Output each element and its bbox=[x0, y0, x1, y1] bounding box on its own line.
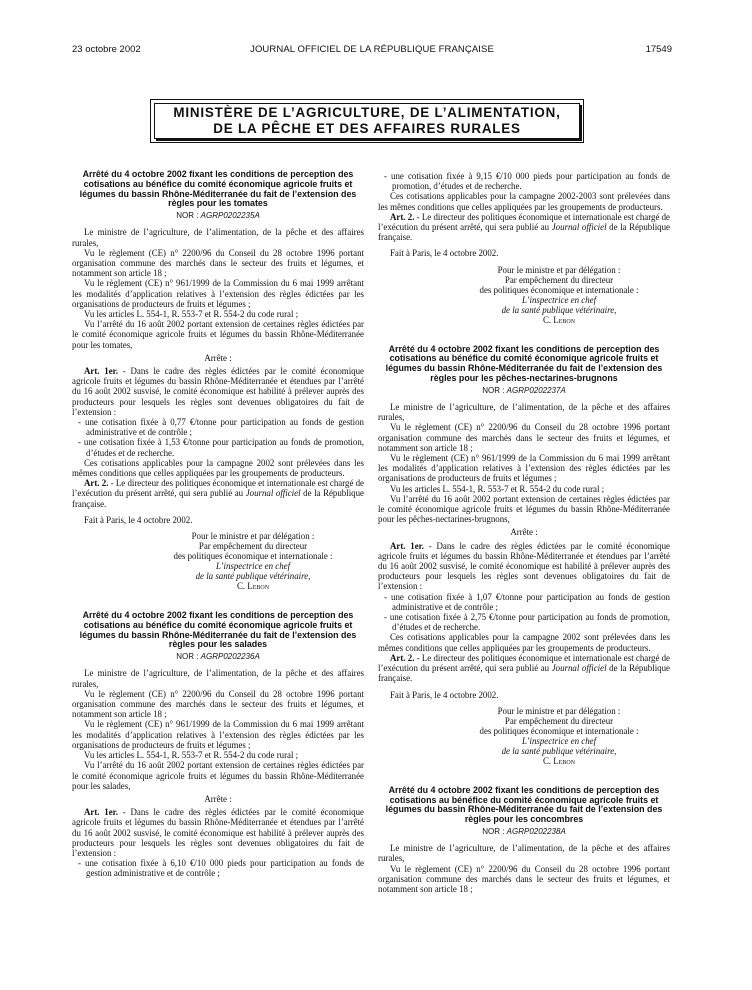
ministry-box bbox=[150, 99, 584, 143]
right-column bbox=[378, 171, 670, 894]
nor-label: NOR : bbox=[482, 826, 507, 836]
article-label: Art. 1er. bbox=[84, 366, 118, 377]
arrete-heading: Arrête : bbox=[510, 527, 538, 538]
article-2 bbox=[378, 653, 670, 684]
article-text: - Le directeur des politiques économique et internationale est chargé de l’exécution du présent arrêté, qui sera publié au bbox=[378, 211, 670, 233]
article-text: de la République française. bbox=[72, 488, 364, 509]
nor-reference bbox=[72, 652, 364, 662]
header-date: 23 octobre 2002 bbox=[72, 44, 141, 55]
article-text: de la République française. bbox=[378, 663, 670, 684]
visa: Vu l’arrêté du 16 août 2002 portant extension de certaines règles édictées par le comité économique agricole fruits et légumes du bassin Rhône-Méditerranée pour les tomates, bbox=[72, 319, 364, 350]
nor-reference bbox=[378, 827, 670, 837]
decree-concombres bbox=[378, 786, 670, 894]
signature-line: L’inspectrice en chef bbox=[521, 294, 597, 305]
article-1 bbox=[378, 541, 670, 592]
fait-a-paris: Fait à Paris, le 4 octobre 2002. bbox=[390, 248, 499, 259]
visa: Vu le règlement (CE) n° 961/1999 de la Commission du 6 mai 1999 arrêtant les modalités d’application relatives à l’extension des règles édictées par les organisations de producteurs de fruits et légumes ; bbox=[378, 453, 670, 484]
decree-tomates bbox=[72, 170, 364, 591]
ministry-inner-frame bbox=[154, 103, 580, 139]
signature-line: L’inspectrice en chef bbox=[215, 561, 291, 572]
nor-code: AGRP0202238A bbox=[506, 826, 566, 836]
signature-line: de la santé publique vétérinaire, bbox=[501, 304, 617, 315]
signature-line: de la santé publique vétérinaire, bbox=[501, 745, 617, 756]
visa: Vu l’arrêté du 16 août 2002 portant extension de certaines règles édictées par le comité économique agricole fruits et légumes du bassin Rhône-Méditerranée pour les salades, bbox=[72, 760, 364, 791]
nor-label: NOR : bbox=[482, 385, 507, 395]
visa: Vu les articles L. 554-1, R. 553-7 et R. 554-2 du code rural ; bbox=[84, 750, 299, 761]
signature-block bbox=[72, 531, 364, 591]
visa: Vu le règlement (CE) n° 2200/96 du Conseil du 28 octobre 1996 portant organisation commune des marchés dans le secteur des fruits et légumes, et notamment son article 18 ; bbox=[72, 688, 364, 720]
article-2 bbox=[72, 478, 364, 509]
ministry-title: MINISTÈRE DE L’AGRICULTURE, DE L’ALIMENTATION, DE LA PÊCHE ET DES AFFAIRES RURALES bbox=[173, 105, 561, 136]
arrete-heading: Arrête : bbox=[204, 793, 232, 804]
signature-line: de la santé publique vétérinaire, bbox=[195, 571, 311, 582]
nor-reference bbox=[378, 386, 670, 396]
article-label: Art. 2. bbox=[84, 478, 109, 489]
list-item: - une cotisation fixée à 1,53 €/tonne pour participation au fonds de promotion, d’études et de recherche. bbox=[78, 437, 364, 458]
nor-label: NOR : bbox=[176, 652, 201, 662]
signature-block bbox=[378, 706, 670, 766]
nor-code: AGRP0202237A bbox=[506, 385, 566, 395]
visa: Vu le règlement (CE) n° 2200/96 du Conseil du 28 octobre 1996 portant organisation commune des marchés dans le secteur des fruits et légumes, et notamment son article 18 ; bbox=[378, 422, 670, 453]
article-2 bbox=[378, 212, 670, 243]
preamble: Le ministre de l’agriculture, de l’alimentation, de la pêche et des affaires rurales, bbox=[378, 402, 670, 423]
journal-reference: Journal officiel bbox=[551, 222, 607, 233]
page-header bbox=[72, 44, 672, 58]
article-text: - Le directeur des politiques économique et internationale est chargé de l’exécution du présent arrêté, qui sera publié au bbox=[72, 478, 364, 499]
section-spacer bbox=[378, 325, 670, 345]
article-text: de la République française. bbox=[378, 222, 670, 243]
article-label: Art. 1er. bbox=[84, 807, 118, 818]
arrete-heading: Arrête : bbox=[204, 352, 232, 363]
list-item: - une cotisation fixée à 6,10 €/10 000 pieds pour participation au fonds de gestion administrative et de contrôle ; bbox=[78, 858, 364, 879]
list-item: - une cotisation fixée à 1,07 €/tonne pour participation au fonds de gestion administrative et de contrôle ; bbox=[384, 591, 670, 612]
visa: Vu l’arrêté du 16 août 2002 portant extension de certaines règles édictées par le comité économique agricole fruits et légumes du bassin Rhône-Méditerranée pour les pêches-nectarines-brugnons, bbox=[378, 493, 670, 525]
article-label: Art. 2. bbox=[390, 652, 415, 663]
article-text: - Dans le cadre des règles édictées par le comité économique agricole fruits et légumes du bassin Rhône-Méditerranée et étendues par l’arrêté du 16 août 2002 susvisé, le comité économique est habilité à prélever auprès des producteurs pour lesquels les règles sont devenues obligatoires du fait de l’extension : bbox=[72, 807, 364, 858]
nor-reference bbox=[72, 211, 364, 221]
header-journal-title: JOURNAL OFFICIEL DE LA RÉPUBLIQUE FRANÇAISE bbox=[250, 44, 494, 55]
section-spacer bbox=[378, 766, 670, 786]
preamble: Le ministre de l’agriculture, de l’alimentation, de la pêche et des affaires rurales, bbox=[378, 843, 670, 864]
decree-peches bbox=[378, 345, 670, 766]
signatory-name: C. Lebon bbox=[236, 581, 270, 592]
signature-line: Pour le ministre et par délégation : bbox=[191, 531, 315, 542]
preamble: Le ministre de l’agriculture, de l’alimentation, de la pêche et des affaires rurales, bbox=[72, 227, 364, 248]
paragraph: Ces cotisations applicables pour la campagne 2002 sont prélevées dans les mêmes conditions que celles appliquées par les groupements de producteurs. bbox=[72, 457, 364, 479]
signatory-name: C. Lebon bbox=[542, 314, 576, 325]
signature-line: Par empêchement du directeur bbox=[198, 541, 308, 552]
article-text: - Dans le cadre des règles édictées par le comité économique agricole fruits et légumes du bassin Rhône-Méditerranée et étendues par l’arrêté du 16 août 2002 susvisé, le comité économique est habilité à prélever auprès des producteurs pour lesquels les règles sont devenues obligatoires du fait de l’extension : bbox=[378, 540, 670, 592]
header-page-number: 17549 bbox=[645, 44, 672, 55]
fait-a-paris: Fait à Paris, le 4 octobre 2002. bbox=[390, 689, 499, 700]
decree-title: Arrêté du 4 octobre 2002 fixant les conditions de perception des cotisations au bénéfice du comité économique agricole fruits et légumes du bassin Rhône-Méditerranée du fait de l’extension des règles pour les pêches-nectarines-brugnons bbox=[385, 343, 663, 384]
nor-code: AGRP0202235A bbox=[200, 211, 260, 221]
signature-line: Pour le ministre et par délégation : bbox=[497, 264, 621, 275]
signature-line: des politiques économique et internationale : bbox=[479, 725, 639, 736]
left-column bbox=[72, 170, 364, 879]
visa: Vu les articles L. 554-1, R. 553-7 et R. 554-2 du code rural ; bbox=[390, 483, 605, 494]
visa: Vu les articles L. 554-1, R. 553-7 et R. 554-2 du code rural ; bbox=[84, 309, 299, 320]
visa: Vu le règlement (CE) n° 2200/96 du Conseil du 28 octobre 1996 portant organisation commune des marchés dans le secteur des fruits et légumes, et notamment son article 18 ; bbox=[72, 247, 364, 279]
decree-title: Arrêté du 4 octobre 2002 fixant les conditions de perception des cotisations au bénéfice du comité économique agricole fruits et légumes du bassin Rhône-Méditerranée du fait de l’extension des règles pour les tomates bbox=[79, 169, 357, 209]
nor-code: AGRP0202236A bbox=[200, 652, 260, 662]
signature-block bbox=[378, 265, 670, 325]
signature-line: Pour le ministre et par délégation : bbox=[497, 705, 621, 716]
signature-line: des politiques économique et internationale : bbox=[479, 284, 639, 295]
journal-reference: Journal officiel bbox=[551, 663, 607, 674]
decree-title: Arrêté du 4 octobre 2002 fixant les conditions de perception des cotisations au bénéfice du comité économique agricole fruits et légumes du bassin Rhône-Méditerranée du fait de l’extension des règles pour les concombres bbox=[385, 784, 663, 825]
paragraph: Ces cotisations applicables pour la campagne 2002 sont prélevées dans les mêmes conditions que celles appliquées par les groupements de producteurs. bbox=[378, 632, 670, 653]
list-item: - une cotisation fixée à 0,77 €/tonne pour participation au fonds de gestion administrative et de contrôle ; bbox=[78, 417, 364, 438]
list-item: - une cotisation fixée à 2,75 €/tonne pour participation au fonds de promotion, d’études et de recherche. bbox=[384, 612, 670, 633]
article-1 bbox=[72, 807, 364, 858]
signature-line: Par empêchement du directeur bbox=[504, 715, 614, 726]
decree-salades-continued bbox=[378, 171, 670, 325]
signature-line: L’inspectrice en chef bbox=[521, 735, 597, 746]
decree-salades bbox=[72, 611, 364, 878]
article-1 bbox=[72, 366, 364, 417]
list-item: - une cotisation fixée à 9,15 €/10 000 pieds pour participation au fonds de promotion, d’études et de recherche. bbox=[384, 171, 670, 192]
article-text: - Dans le cadre des règles édictées par le comité économique agricole fruits et légumes du bassin Rhône-Méditerranée et étendues par l’arrêté du 16 août 2002 susvisé, le comité économique est habilité à prélever auprès des producteurs pour lesquels les règles sont devenues obligatoires du fait de l’extension : bbox=[72, 366, 364, 417]
article-label: Art. 1er. bbox=[390, 540, 424, 551]
journal-reference: Journal officiel bbox=[245, 488, 301, 499]
article-text: - Le directeur des politiques économique et internationale est chargé de l’exécution du présent arrêté, qui sera publié au bbox=[378, 652, 670, 674]
nor-label: NOR : bbox=[176, 211, 201, 221]
signatory-name: C. Lebon bbox=[542, 755, 576, 766]
signature-line: des politiques économique et internationale : bbox=[173, 551, 333, 562]
visa: Vu le règlement (CE) n° 961/1999 de la Commission du 6 mai 1999 arrêtant les modalités d’application relatives à l’extension des règles édictées par les organisations de producteurs de fruits et légumes ; bbox=[72, 278, 364, 309]
visa: Vu le règlement (CE) n° 961/1999 de la Commission du 6 mai 1999 arrêtant les modalités d’application relatives à l’extension des règles édictées par les organisations de producteurs de fruits et légumes ; bbox=[72, 719, 364, 750]
paragraph: Ces cotisations applicables pour la campagne 2002-2003 sont prélevées dans les mêmes conditions que celles appliquées par les groupements de producteurs. bbox=[378, 191, 670, 212]
visa: Vu le règlement (CE) n° 2200/96 du Conseil du 28 octobre 1996 portant organisation commune des marchés dans le secteur des fruits et légumes, et notamment son article 18 ; bbox=[378, 863, 670, 894]
preamble: Le ministre de l’agriculture, de l’alimentation, de la pêche et des affaires rurales, bbox=[72, 668, 364, 689]
fait-a-paris: Fait à Paris, le 4 octobre 2002. bbox=[84, 514, 193, 525]
decree-title: Arrêté du 4 octobre 2002 fixant les conditions de perception des cotisations au bénéfice du comité économique agricole fruits et légumes du bassin Rhône-Méditerranée du fait de l’extension des règles pour les salades bbox=[79, 610, 357, 650]
section-spacer bbox=[72, 591, 364, 611]
signature-line: Par empêchement du directeur bbox=[504, 274, 614, 285]
article-label: Art. 2. bbox=[390, 211, 415, 222]
